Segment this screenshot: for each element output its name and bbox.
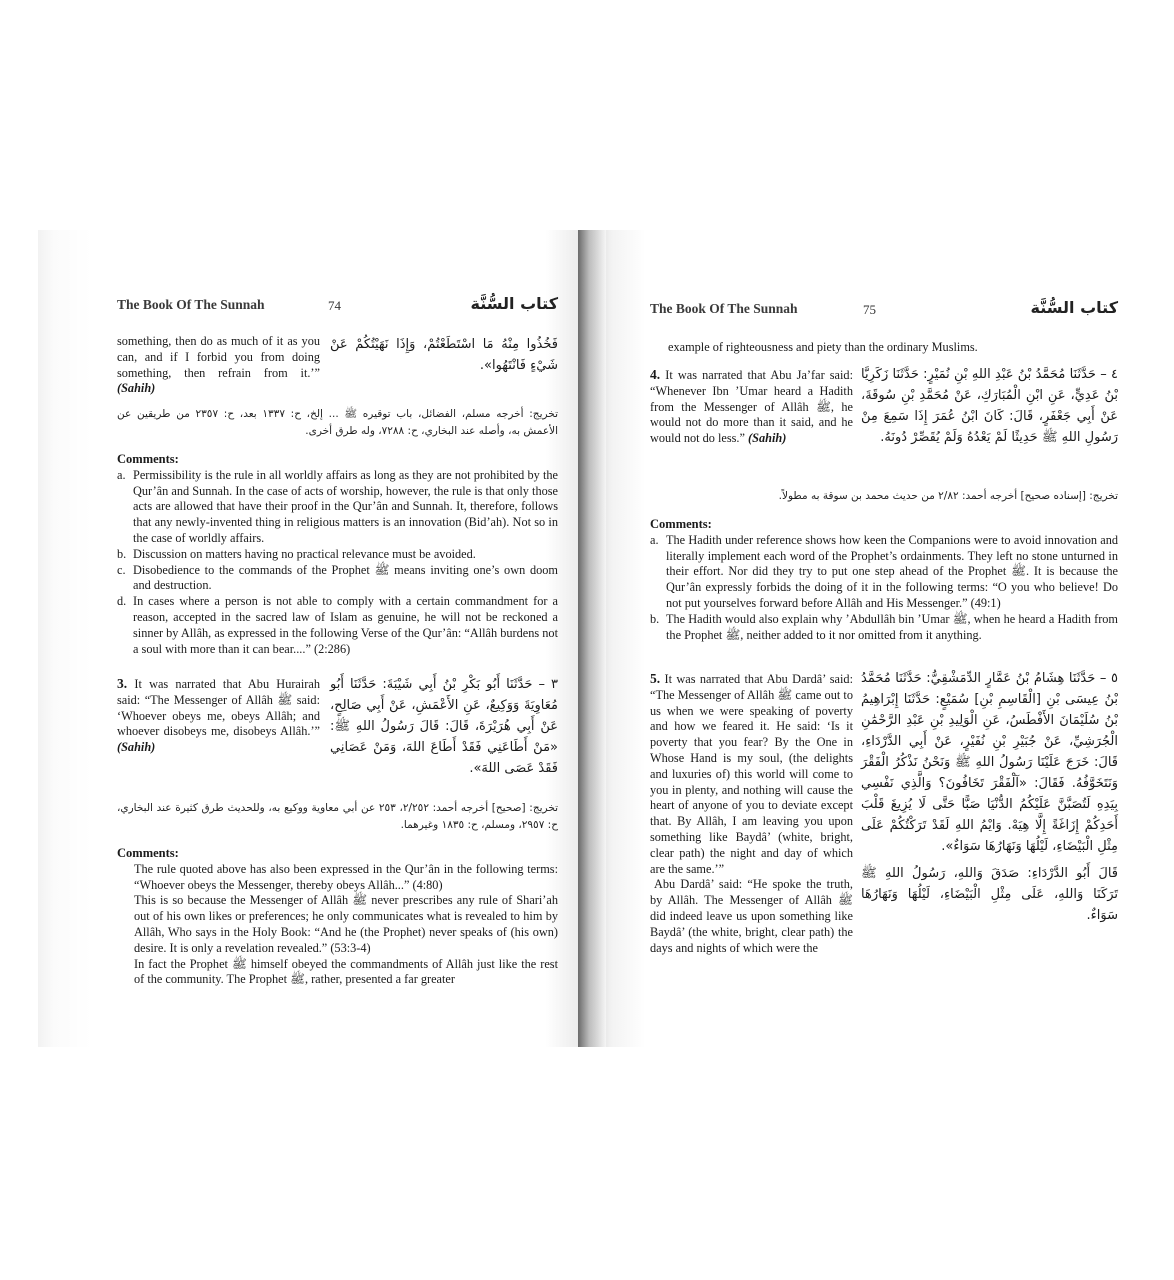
comment-item: d. In cases where a person is not able to comply with a certain commandment for a reason, accepted in the sacred law of Islam as genuine, he will not be reckoned a sinner by Allâh, as expressed in the following Verse of the Qur’ân: “Allâh burdens not a soul with more than it can bear....” (2:286): [117, 594, 558, 656]
hadith-text: 5. It was narrated that Abu Dardâ’ said: “The Messenger of Allâh ﷺ came out to us when we were speaking of poverty and how we feared it. He said: ‘Is it poverty that you fear? By the One in Whose Hand is my soul, (the delights and luxuries of) this world will come to you in plenty, and nothing will cause the heart of anyone of you to deviate except that. By Allâh, I am leaving you upon something like Baydâ’ (white, bright, clear path) the night and day of which are the same.’”: [650, 671, 853, 876]
comment-item: a. The Hadith under reference shows how keen the Companions were to avoid innovation and literally implement each word of the Prophet’s ordainments. They left no stone unturned in their effort. Nor did they try to put one step ahead of the Prophet ﷺ. It is because the Qur’ân expressly forbids the doing of it in the following terms: “O you who believe! Do not put yourselves forward before Allâh and His Messenger.” (49:1): [650, 532, 1118, 610]
running-header-arabic: كتاب السُّنَّة: [470, 294, 558, 313]
hadith-text: It was narrated that Abu Hurairah said: “The Messenger of Allâh ﷺ said: ‘Whoever obeys me, obeys Allâh; and whoever disobeys me, disobeys Allâh.’”: [117, 677, 321, 739]
hadith-5-arabic-followup: قَالَ أَبُو الدَّرْدَاءِ: صَدَقَ وَاللهِ، رَسُولُ اللهِ ﷺ تَرَكَنَا وَاللهِ، عَلَى مِثْلِ الْبَيْضَاءِ، لَيْلُهَا وَنَهَارُهَا سَوَاءٌ.: [861, 866, 1118, 923]
hadith-number: 4.: [650, 367, 661, 382]
right-page: [578, 230, 1140, 1047]
hadith-5-english: [650, 671, 853, 956]
hadith-grade: (Sahih): [748, 431, 787, 446]
takhrij-note: تخريج: [إسناده صحيح] أخرجه أحمد: ٢/٨٢ من حديث محمد بن سوقة به مطولاً.: [778, 490, 1118, 502]
hadith-5-arabic: ٥ – حَدَّثَنَا هِشَامُ بْنُ عَمَّارٍ الدِّمَشْقِيُّ: حَدَّثَنَا مُحَمَّدُ بْنُ عِيسَى بْنِ [الْقَاسِمِ بْنِ] سُمَيْعٍ: حَدَّثَنَا إِبْرَاهِيمُ بْنُ سُلَيْمَانَ الأَفْطَسُ، عَنِ الْوَلِيدِ بْنِ عَبْدِ الرَّحْمَٰنِ الْجُرَشِيِّ، عَنْ جُبَيْرِ بْنِ نُفَيْرٍ، عَنْ أَبِي الدَّرْدَاءِ، قَالَ: خَرَجَ عَلَيْنَا رَسُولُ اللهِ ﷺ وَنَحْنُ نَذْكُرُ الْفَقْرَ وَنَتَخَوَّفُهُ. فَقَالَ: «آلْفَقْرَ تَخَافُونَ؟ وَالَّذِي نَفْسِي بِيَدِهِ لَتُصَبَّنَّ عَلَيْكُمُ الدُّنْيَا صَبًّا حَتَّى لَا يُزِيغَ قَلْبَ أَحَدِكُمْ إِزَاغَةً إِلَّا هِيَهْ. وَايْمُ اللهِ لَقَدْ تَرَكْتُكُمْ عَلَى مِثْلِ الْبَيْضَاءِ، لَيْلُهَا وَنَهَارُهَا سَوَاءٌ». قَالَ أَبُو الدَّرْدَاءِ: صَدَقَ وَاللهِ، رَسُولُ اللهِ ﷺ تَرَكَنَا وَاللهِ، عَلَى مِثْلِ الْبَيْضَاءِ، لَيْلُهَا وَنَهَارُهَا سَوَاءٌ.: [861, 668, 1118, 926]
comment-paragraph: The rule quoted above has also been expressed in the Qur’ân in the following terms: “Whoever obeys the Messenger, thereby obeys Allâh...” (4:80): [134, 861, 558, 892]
hadith-4-english: [650, 367, 853, 447]
comments-block: [650, 517, 1118, 643]
comment-item: a. Permissibility is the rule in all worldly affairs as long as they are not prohibited by the Qur’ân and Sunnah. In the case of acts of worship, however, the rule is that only those acts are allowed that have their proof in the Qur’ân and Sunnah. It, therefore, follows that any newly-invented thing in religious matters is an innovation (Bid’ah). Not so in the case of worldly affairs.: [117, 467, 558, 545]
comments-title: Comments:: [650, 517, 712, 531]
page-number: 75: [863, 302, 876, 317]
comments-block: [117, 452, 558, 657]
hadith-3-english: [117, 676, 320, 756]
comment-item: c. Disobedience to the commands of the Prophet ﷺ means inviting one’s own doom and destruction.: [117, 562, 558, 593]
book-gutter: [578, 230, 606, 1047]
comments-title: Comments:: [117, 452, 179, 466]
takhrij-note: تخريج: [صحيح] أخرجه أحمد: ٢/٢٥٢، ٢٥٣ عن أبي معاوية ووكيع به، وللحديث طرق كثيرة عند البخاري، ح: ٢٩٥٧، ومسلم، ح: ١٨٣٥ وغيرهما.: [117, 802, 559, 831]
comments-block: [117, 846, 558, 988]
page-number: 74: [328, 298, 341, 313]
comment-paragraph: This is so because the Messenger of Allâh ﷺ never prescribes any rule of Shari’ah out of his own likes or preferences; he only communicates what is revealed to him by Allâh, Who says in the Holy Book: “And he (the Prophet) never speaks of (his own) desire. It is only a revelation revealed.” (53:3-4): [134, 893, 558, 955]
continuation-passage: [117, 334, 320, 397]
running-header-title: The Book Of The Sunnah: [650, 301, 798, 316]
continuation-text: example of righteousness and piety than the ordinary Muslims.: [668, 340, 978, 354]
continuation-text: something, then do as much of it as you can, and if I forbid you from doing something, then refrain from it.’”: [117, 334, 320, 380]
comments-list: [650, 533, 1118, 644]
continuation-grade: (Sahih): [117, 381, 156, 396]
comments-list: [117, 468, 558, 658]
hadith-text: It was narrated that Abu Ja’far said: “Whenever Ibn ’Umar heard a Hadith from the Messenger of Allâh ﷺ, he would not do more than it said, and he would not do less.”: [650, 368, 853, 446]
takhrij-note: تخريج: أخرجه مسلم، الفضائل، باب توقيره ﷺ ... إلخ، ح: ١٣٣٧ بعد، ح: ٢٣٥٧ من طريقين عن الأعمش به، وأصله عند البخاري، ح: ٧٢٨٨، وله طرق أخرى.: [117, 408, 559, 437]
hadith-3-arabic: ٣ – حَدَّثَنَا أَبُو بَكْرِ بْنُ أَبِي شَيْبَةَ: حَدَّثَنَا أَبُو مُعَاوِيَةَ وَوَكِيعٌ، عَنِ الأَعْمَشِ، عَنْ أَبِي صَالِحٍ، عَنْ أَبِي هُرَيْرَةَ، قَالَ: قَالَ رَسُولُ اللهِ ﷺ: «مَنْ أَطَاعَنِي فَقَدْ أَطَاعَ اللهَ، وَمَنْ عَصَانِي فَقَدْ عَصَى اللهَ».: [330, 677, 558, 776]
comments-title: Comments:: [117, 846, 179, 860]
hadith-number: 5.: [650, 671, 661, 686]
hadith-followup: Abu Dardâ’ said: “He spoke the truth, by Allâh. The Messenger of Allâh ﷺ did indeed leave us upon something like Baydâ’ (the white, bright, clear path) the days and nights of which were the: [650, 877, 853, 955]
comment-item: b. The Hadith would also explain why ’Abdullâh bin ’Umar ﷺ, when he heard a Hadith from the Prophet ﷺ, neither added to it nor omitted from it anything.: [650, 611, 1119, 642]
hadith-4-arabic: ٤ – حَدَّثَنَا مُحَمَّدُ بْنُ عَبْدِ اللهِ بْنِ نُمَيْرٍ: حَدَّثَنَا زَكَرِيَّا بْنُ عَدِيٍّ، عَنِ ابْنِ الْمُبَارَكِ، عَنْ مُحَمَّدِ بْنِ سُوقَةَ، عَنْ أَبِي جَعْفَرٍ، قَالَ: كَانَ ابْنُ عُمَرَ إِذَا سَمِعَ مِنْ رَسُولِ اللهِ ﷺ حَدِيثًا لَمْ يَعْدُهُ وَلَمْ يُقَصِّرْ دُونَهُ.: [861, 367, 1118, 445]
hadith-grade: (Sahih): [117, 740, 156, 755]
running-header-title: The Book Of The Sunnah: [117, 297, 265, 312]
hadith-number: 3.: [117, 676, 128, 691]
running-header-arabic: كتاب السُّنَّة: [1030, 298, 1118, 317]
comment-paragraph: In fact the Prophet ﷺ himself obeyed the commandments of Allâh just like the rest of the community. The Prophet ﷺ, rather, presented a far greater: [134, 956, 558, 987]
comment-item: b. Discussion on matters having no practical relevance must be avoided.: [117, 546, 476, 561]
left-page: [38, 230, 578, 1047]
continuation-arabic: فَخُذُوا مِنْهُ مَا اسْتَطَعْتُمْ، وَإِذَا نَهَيْتُكُمْ عَنْ شَيْءٍ فَانْتَهُوا».: [330, 337, 558, 373]
